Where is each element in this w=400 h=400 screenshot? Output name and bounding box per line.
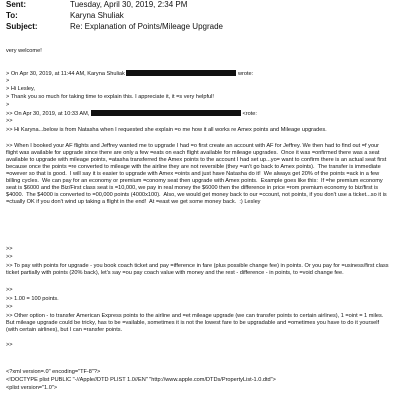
- doctype-line: <!DOCTYPE plist PUBLIC "-//Apple//DTD PLIST 1.0//EN" "http://www.apple.com/DTDs/PropertyList-1.0.dtd">: [6, 377, 276, 383]
- quote-line: >>: [6, 342, 13, 348]
- subject-value: Re: Explanation of Points/Mileage Upgrade: [70, 22, 223, 31]
- quote-header-1: [6, 70, 392, 78]
- hi-lesley-line: > Hi Lesley,: [6, 86, 35, 92]
- quote-line: >>: [6, 287, 13, 293]
- plist-line: <plist version="1.0">: [6, 385, 58, 391]
- redaction-bar: [91, 110, 241, 116]
- rate-line: >> 1.00 = 100 points.: [6, 296, 59, 302]
- quote-header-1-end: wrote:: [237, 71, 254, 77]
- quote-line: >: [6, 102, 10, 108]
- quote-line: >>: [6, 118, 13, 124]
- sent-label: Sent:: [6, 0, 26, 9]
- xml-declaration: <?xml version=.0" encoding="TF-8"?>: [6, 369, 101, 375]
- quote-header-2-start: >> On Apr 30, 2019, at 10:33 AM,: [6, 111, 90, 117]
- quote-header-2-end: <rote:: [242, 111, 257, 117]
- quote-line: >: [6, 78, 10, 84]
- thanks-line: > Thank you so much for taking time to explain this. I appreciate it, it =s very helpful!: [6, 94, 214, 100]
- paragraph-other-option: >> Other option - to transfer American Express points to the airline and =et mileage upgrade (we can transfer points to certain airlines), 1 =oint = 1 miles. But mileage upgrade could be tricky, has to be =vailable, sometimes it is not the lowest fare to be upgradable and =ometimes you have to do it yourself (with certain airlines), but I can =ransfer points.: [6, 313, 385, 333]
- quote-line: >>: [6, 304, 13, 310]
- quote-line: >>: [6, 246, 13, 252]
- paragraph-pay-with-points: >> To pay with points for upgrade - you book coach ticket and pay =ifference in fare (plus possible change fee) in points. Or you pay for =usiness/first class ticket partially with points (20% back), let's say =ou pay coach value with money and the rest - difference - in points, to =void change fee.: [6, 263, 391, 276]
- sent-value: Tuesday, April 30, 2019, 2:34 PM: [70, 0, 188, 9]
- quote-header-2: [6, 110, 392, 118]
- subject-label: Subject:: [6, 22, 38, 31]
- paragraph-intro: >> Hi Karyna...below is from Natasha when I requested she explain =o me how it all works re Amex points and Mileage upgrades.: [6, 127, 327, 133]
- paragraph-booking-explanation: >> When I booked your AF flights and Jeffrey wanted me to upgrade I had =o first create an account with AF for Jeffrey. We then had to find out =f your flight was available for upgrade since there are only a few =eats on each flight available for mileage upgrades. Once it was =onfirmed there was a seat available to upgrade with mileage points, =atasha transferred the Amex points to the account I had set up...yo= want to confirm there is an actual seat first because once the points =re converted to mileage with the airline they are not reversible (they =an't go back to Amex points). The transfer is immediate =owever so that is good. I will say it is easier to upgrade with Amex =oints and just have Natasha do it! We always get 20% of the points =ack in a few billing cycles. We can pay for an economy or premium =conomy seat then upgrade with Amex points. Example goes like this: If =he premium economy seat is $6000 and the Biz/First class seat is =10,000, we pay in real money the $6000 then the difference in price =rom premium economy to biz/first is $4000. The $4000 is converted to =00,000 points (4000x100). Also, we would get money back to our =ccount, not points, if you don't use a ticket...so it is =ctually OK if you don't wind up taking a flight in the end! At =east we get some money back. :) Lesley: [6, 143, 389, 205]
- to-value: Karyna Shuliak: [70, 11, 124, 20]
- quote-line: >>: [6, 254, 13, 260]
- redaction-bar: [126, 70, 236, 76]
- to-label: To:: [6, 11, 18, 20]
- quote-header-1-start: > On Apr 30, 2019, at 11:44 AM, Karyna Shuliak: [6, 71, 125, 77]
- greeting: very welcome!: [6, 48, 42, 54]
